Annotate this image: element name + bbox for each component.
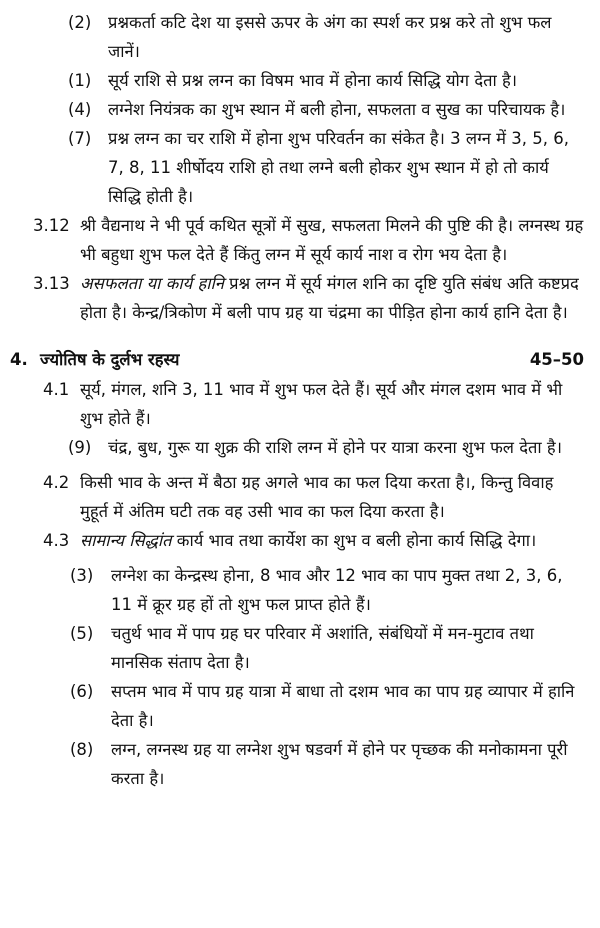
italic-lead: सामान्य सिद्धांत <box>80 531 172 550</box>
document-page <box>0 8 600 793</box>
item-number: (4) <box>68 100 92 119</box>
list-item <box>0 619 600 677</box>
section-number: 4. <box>10 350 28 369</box>
item-text: चंद्र, बुध, गुरू या शुक्र की राशि लग्न में होने पर यात्रा करना शुभ फल देता है। <box>108 438 562 457</box>
paragraph-4-1 <box>0 375 600 433</box>
item-number: (2) <box>68 13 92 32</box>
item-number: (9) <box>68 438 92 457</box>
item-text: प्रश्नकर्ता कटि देश या इससे ऊपर के अंग का स्पर्श कर प्रश्न करे तो शुभ फल जानें। <box>108 13 552 61</box>
paragraph-4-2 <box>0 468 600 526</box>
item-text <box>80 526 584 555</box>
item-number: 3.13 <box>33 274 70 293</box>
item-number: (3) <box>70 566 94 585</box>
item-text: चतुर्थ भाव में पाप ग्रह घर परिवार में अशांति, संबंधियों में मन-मुटाव तथा मानसिक संताप देता है। <box>111 624 534 672</box>
item-text: सप्तम भाव में पाप ग्रह यात्रा में बाधा तो दशम भाव का पाप ग्रह व्यापार में हानि देता है। <box>111 682 575 730</box>
list-item <box>0 95 600 124</box>
section-heading <box>0 345 600 375</box>
item-text: लग्नेश का केन्द्रस्थ होना, 8 भाव और 12 भाव का पाप मुक्त तथा 2, 3, 6, 11 में क्रूर ग्रह हों तो शुभ फल प्राप्त होते हैं। <box>111 566 563 614</box>
section-page-range: 45–50 <box>529 350 584 369</box>
list-item <box>0 561 600 619</box>
item-text: किसी भाव के अन्त में बैठा ग्रह अगले भाव का फल दिया करता है।, किन्तु विवाह मुहूर्त में अंतिम घटी तक वह उसी भाव का फल दिया करता है। <box>80 473 554 521</box>
item-number: 4.3 <box>43 531 70 550</box>
item-text: लग्न, लग्नस्थ ग्रह या लग्नेश शुभ षडवर्ग में होने पर पृच्छक की मनोकामना पूरी करता है। <box>111 740 568 788</box>
item-number: (8) <box>70 740 94 759</box>
item-number: 3.12 <box>33 216 70 235</box>
item-number: (1) <box>68 71 92 90</box>
item-number: (5) <box>70 624 94 643</box>
item-text: लग्नेश नियंत्रक का शुभ स्थान में बली होना, सफलता व सुख का परिचायक है। <box>108 100 566 119</box>
item-text: सूर्य, मंगल, शनि 3, 11 भाव में शुभ फल देते हैं। सूर्य और मंगल दशम भाव में भी शुभ होते हैं। <box>80 380 563 428</box>
paragraph-3-12 <box>0 211 600 269</box>
item-text <box>80 269 584 327</box>
italic-lead: असफलता या कार्य हानि <box>80 274 224 293</box>
item-text-rest: प्रश्न लग्न में सूर्य मंगल शनि का दृष्टि युति संबंध अति कष्टप्रद होता है। केन्द्र/त्रिकोण में बली पाप ग्रह या चंद्रमा का पीड़ित होना कार्य हानि देता है। <box>80 274 579 322</box>
list-item <box>0 433 600 462</box>
list-item <box>0 677 600 735</box>
item-number: 4.1 <box>43 380 70 399</box>
item-text: सूर्य राशि से प्रश्न लग्न का विषम भाव में होना कार्य सिद्धि योग देता है। <box>108 71 518 90</box>
item-text: प्रश्न लग्न का चर राशि में होना शुभ परिवर्तन का संकेत है। 3 लग्न में 3, 5, 6, 7, 8, 11 शीर्षोदय राशि हो तथा लग्ने बली होकर शुभ स्थान में हो तो कार्य सिद्धि होती है। <box>108 129 569 206</box>
section-title: ज्योतिष के दुर्लभ रहस्य <box>40 350 180 369</box>
item-text: श्री वैद्यनाथ ने भी पूर्व कथित सूत्रों में सुख, सफलता मिलने की पुष्टि की है। लग्नस्थ ग्रह भी बहुधा शुभ फल देते हैं किंतु लग्न में सूर्य कार्य नाश व रोग भय देता है। <box>80 216 584 264</box>
item-number: (6) <box>70 682 94 701</box>
list-item <box>0 66 600 95</box>
item-text-rest: कार्य भाव तथा कार्येश का शुभ व बली होना कार्य सिद्धि देगा। <box>171 531 537 550</box>
item-number: (7) <box>68 129 92 148</box>
list-item <box>0 735 600 793</box>
item-number: 4.2 <box>43 473 70 492</box>
paragraph-3-13 <box>0 269 600 327</box>
list-item <box>0 8 600 66</box>
list-item <box>0 124 600 211</box>
paragraph-4-3 <box>0 526 600 555</box>
